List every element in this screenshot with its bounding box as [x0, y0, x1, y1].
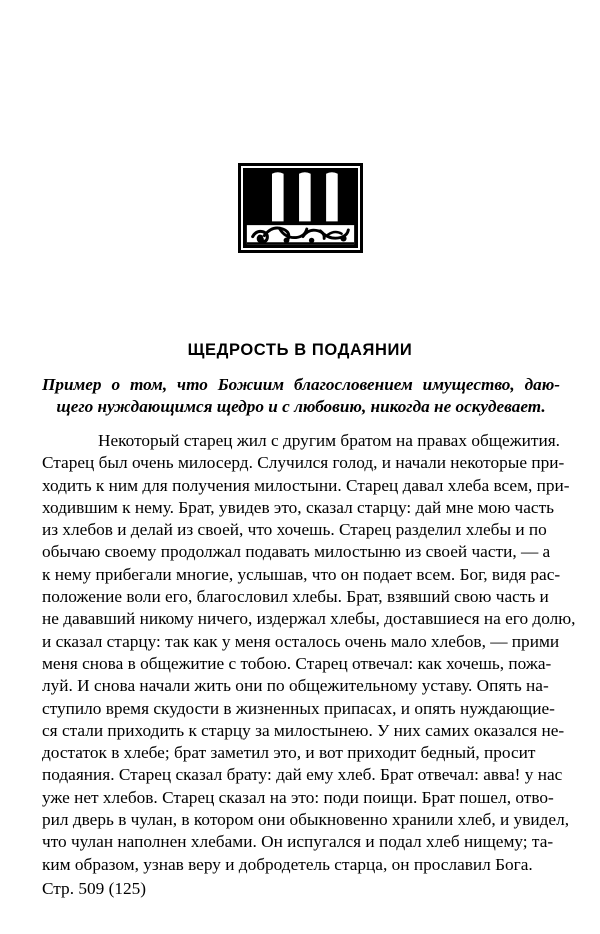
body-line	[42, 631, 560, 653]
body-line	[42, 854, 560, 876]
body-line-text: положение воли его, благословил хлебы. Брат, взявший свою часть и	[42, 587, 549, 607]
body-line-text: к нему прибегали многие, услышав, что он подает всем. Бог, видя рас-	[42, 564, 561, 584]
body-line-text: луй. И снова начали жить они по общежительному уставу. Опять на-	[42, 676, 549, 696]
body-line-text: что чулан наполнен хлебами. Он испугался и подал хлеб нищему; та-	[42, 832, 554, 852]
body-line-text: подаяния. Старец сказал брату: дай ему хлеб. Брат отвечал: авва! у нас	[42, 765, 563, 785]
body-line-text: из хлебов и делай из своей, что хочешь. Старец разделил хлебы и по	[42, 520, 547, 540]
body-line-text: рил дверь в чулан, в котором они обыкновенно хранили хлеб, и увидел,	[42, 810, 570, 830]
body-line	[42, 497, 560, 519]
body-line	[42, 787, 560, 809]
epigraph	[42, 374, 560, 417]
body-line-text: ким образом, узнав веру и добродетель старца, он прославил Бога.	[42, 854, 533, 874]
body-line	[42, 698, 560, 720]
page-number-footer: Стр. 509 (125)	[42, 879, 147, 898]
body-line-text: Некоторый старец жил с другим братом на правах общежития.	[98, 431, 560, 450]
body-line-text: ся стали приходить к старцу за милостынею. У них самих оказался не-	[42, 720, 565, 740]
body-line	[42, 541, 560, 563]
body-line	[42, 742, 560, 764]
body-line-text: не дававший никому ничего, издержал хлебы, доставшиеся на его долю,	[42, 609, 576, 629]
epigraph-line: щего нуждающимся щедро и с любовию, никогда не оскудевает.	[56, 396, 546, 416]
decorative-initial-sha-icon	[243, 168, 358, 248]
body-line	[42, 586, 560, 608]
body-line-text: обычаю своему продолжал подавать милостыню из своей части, — а	[42, 542, 551, 562]
body-line-text: и сказал старцу: так как у меня осталось очень мало хлебов, — прими	[42, 631, 560, 651]
body-line	[42, 564, 560, 586]
body-line-text: меня снова в общежитие с тобою. Старец отвечал: как хочешь, пожа-	[42, 653, 552, 673]
chapter-heading: ЩЕДРОСТЬ В ПОДАЯНИИ	[187, 341, 413, 359]
body-line-text: ходить к ним для получения милостыни. Старец давал хлеба всем, при-	[42, 475, 570, 495]
body-line-text: ступило время скудости в жизненных припасах, и опять нуждающие-	[42, 698, 555, 718]
body-line	[42, 430, 560, 452]
body-line-text: Старец был очень милосерд. Случился голод, и начали некоторые при-	[42, 453, 565, 473]
body-line	[42, 831, 560, 853]
body-line	[42, 608, 576, 630]
body-line	[42, 764, 563, 786]
body-line-text: достаток в хлебе; брат заметил это, и вот приходит бедный, просит	[42, 743, 536, 763]
decorative-initial-block	[0, 163, 600, 253]
epigraph-line: Пример о том, что Божиим благословением имущество, даю-	[42, 375, 560, 394]
body-line	[42, 519, 560, 541]
body-line	[42, 452, 565, 474]
body-line-text: ходившим к нему. Брат, увидев это, сказал старцу: дай мне мою часть	[42, 497, 555, 517]
body-line	[42, 809, 570, 831]
body-line-text: уже нет хлебов. Старец сказал на это: поди поищи. Брат пошел, отво-	[42, 787, 554, 807]
decorative-initial-frame	[238, 163, 363, 253]
body-paragraph	[42, 430, 576, 876]
body-line	[42, 720, 565, 742]
body-line	[42, 653, 560, 675]
body-line	[42, 475, 570, 497]
body-line	[42, 675, 560, 697]
first-line-indent	[42, 430, 68, 452]
